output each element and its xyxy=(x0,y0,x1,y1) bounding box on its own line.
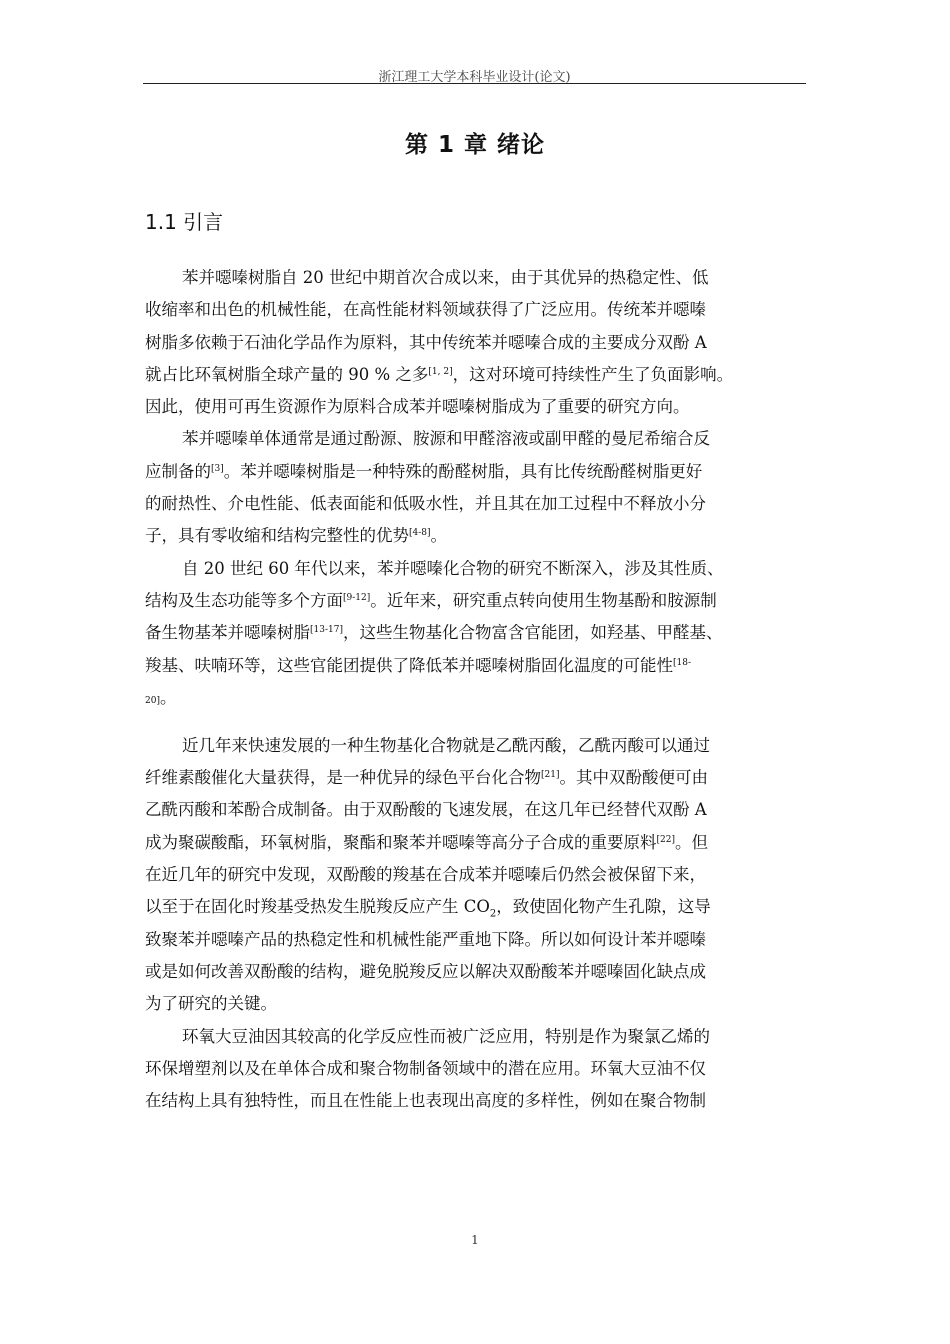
text: 羧基、呋喃环等，这些官能团提供了降低苯并噁嗪树脂固化温度的可能性 xyxy=(145,655,673,675)
p4-line: 近几年来快速发展的一种生物基化合物就是乙酰丙酸，乙酰丙酸可以通过 xyxy=(182,735,710,755)
p4-line xyxy=(145,762,807,794)
text: 。苯并噁嗪树脂是一种特殊的酚醛树脂，具有比传统酚醛树脂更好 xyxy=(223,461,703,481)
text: ，这些生物基化合物富含官能团，如羟基、甲醛基、 xyxy=(342,623,723,643)
citation: [1, 2] xyxy=(428,366,453,377)
text: 子，具有零收缩和结构完整性的优势 xyxy=(145,526,409,546)
text: 就占比环氧树脂全球产量的 90 % 之多 xyxy=(145,364,429,384)
p4-line: 致聚苯并噁嗪产品的热稳定性和机械性能严重地下降。所以如何设计苯并噁嗪 xyxy=(145,929,706,949)
citation: [3] xyxy=(211,463,224,474)
p3-line xyxy=(145,682,807,730)
body-text xyxy=(145,262,807,1117)
text: 以至于在固化时羧基受热发生脱羧反应产生 CO xyxy=(145,897,490,917)
text: 。 xyxy=(430,526,448,546)
p2-line: 苯并噁嗪单体通常是通过酚源、胺源和甲醛溶液或副甲醛的曼尼希缩合反 xyxy=(182,429,710,449)
p1-line xyxy=(145,359,807,391)
citation: [4-8] xyxy=(409,528,431,539)
p3-line xyxy=(145,585,807,617)
p4-line: 为了研究的关键。 xyxy=(145,994,277,1014)
p1-line: 因此，使用可再生资源作为原料合成苯并噁嗪树脂成为了重要的研究方向。 xyxy=(145,397,690,417)
text: 备生物基苯并噁嗪树脂 xyxy=(145,623,310,643)
page-number: 1 xyxy=(471,1233,479,1247)
citation: [22] xyxy=(656,834,675,845)
p4-line: 乙酰丙酸和苯酚合成制备。由于双酚酸的飞速发展，在这几年已经替代双酚 A xyxy=(145,800,707,820)
p2-line: 的耐热性、介电性能、低表面能和低吸水性，并且其在加工过程中不释放小分 xyxy=(145,494,706,514)
p2-line xyxy=(145,520,807,552)
citation: [21] xyxy=(541,770,560,781)
p4-line xyxy=(145,827,807,859)
p5-line: 环氧大豆油因其较高的化学反应性而被广泛应用，特别是作为聚氯乙烯的 xyxy=(182,1026,710,1046)
p4-line xyxy=(145,891,807,923)
p1-line: 树脂多依赖于石油化学品作为原料，其中传统苯并噁嗪合成的主要成分双酚 A xyxy=(145,332,707,352)
header-rule xyxy=(143,83,806,84)
p2-line xyxy=(145,456,807,488)
p1-line: 苯并噁嗪树脂自 20 世纪中期首次合成以来，由于其优异的热稳定性、低 xyxy=(182,268,709,287)
p3-line: 自 20 世纪 60 年代以来，苯并噁嗪化合物的研究不断深入，涉及其性质、 xyxy=(182,558,724,578)
section-title: 1.1 引言 xyxy=(145,210,224,234)
citation-tail: 20] xyxy=(145,695,160,706)
text: 纤维素酸催化大量获得，是一种优异的绿色平台化合物 xyxy=(145,768,541,788)
text: 。其中双酚酸便可由 xyxy=(559,768,708,788)
page-header: 浙江理工大学本科毕业设计(论文) xyxy=(378,70,571,85)
citation: [9-12] xyxy=(343,592,371,603)
text: ，这对环境可持续性产生了负面影响。 xyxy=(452,364,734,384)
text: 应制备的 xyxy=(145,461,211,481)
citation: [13-17] xyxy=(310,625,343,636)
p5-line: 在结构上具有独特性，而且在性能上也表现出高度的多样性，例如在聚合物制 xyxy=(145,1091,706,1111)
chapter-title: 第 1 章 绪论 xyxy=(404,132,546,158)
p4-line: 在近几年的研究中发现，双酚酸的羧基在合成苯并噁嗪后仍然会被保留下来， xyxy=(145,865,706,885)
text: 。 xyxy=(159,687,177,707)
p5-line: 环保增塑剂以及在单体合成和聚合物制备领域中的潜在应用。环氧大豆油不仅 xyxy=(145,1058,706,1078)
text: 。近年来，研究重点转向使用生物基酚和胺源制 xyxy=(370,590,717,610)
p1-line: 收缩率和出色的机械性能，在高性能材料领域获得了广泛应用。传统苯并噁嗪 xyxy=(145,300,706,320)
citation: [18- xyxy=(673,657,692,668)
p4-line: 或是如何改善双酚酸的结构，避免脱羧反应以解决双酚酸苯并噁嗪固化缺点成 xyxy=(145,961,706,981)
text: ，致使固化物产生孔隙，这导 xyxy=(496,897,711,917)
p3-line xyxy=(145,650,807,682)
subscript: 2 xyxy=(489,908,497,920)
text: 结构及生态功能等多个方面 xyxy=(145,590,343,610)
p3-line xyxy=(145,617,807,649)
text: 成为聚碳酸酯，环氧树脂，聚酯和聚苯并噁嗪等高分子合成的重要原料 xyxy=(145,832,657,852)
text: 。但 xyxy=(674,832,708,852)
